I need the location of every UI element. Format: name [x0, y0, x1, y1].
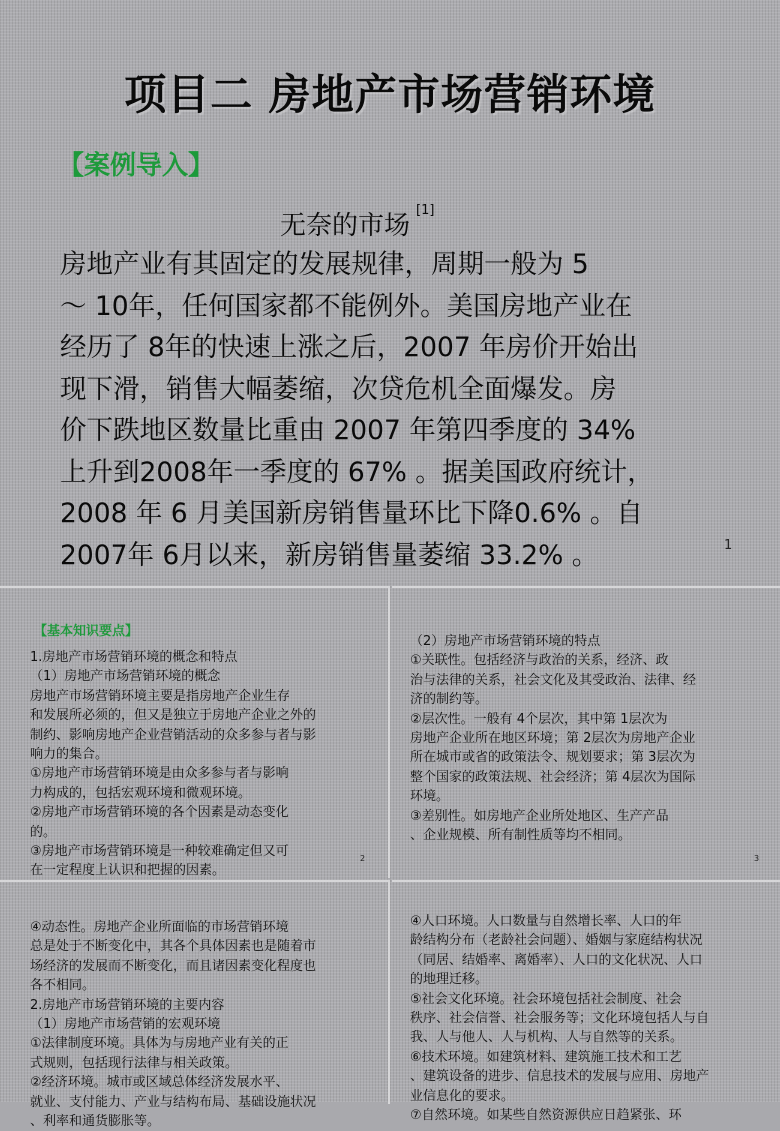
- case-subtitle-text: 无奈的市场: [280, 211, 411, 241]
- slide-body-text: 1.房地产市场营销环境的概念和特点 （1）房地产市场营销环境的概念 房地产市场营销环境主要是指房地产企业生存 和发展所必须的，但又是独立于房地产企业之外的 制约、影响房地产企业营销活动的众多参与者与影 响力的集合。 ①房地产市场营销环境是由众多参与者与影响 力构成的，包括宏观环境和微观环境。 ②房地产市场营销环境的各个因素是动态变化 的。 ③房地产市场营销环境是一种较难确定但又可 在一定程度上认识和把握的因素。: [30, 650, 317, 879]
- slide-body-text: ④动态性。房地产企业所面临的市场营销环境 总是处于不断变化中，其各个具体因素也是随着市 场经济的发展而不断变化，而且诸因素变化程度也 各不相同。 2.房地产市场营销环境的主要内容 （1）房地产市场营销的宏观环境 ①法律制度环境。具体为与房地产业有关的正 式规则，包括现行法律与相关政策。 ②经济环境。城市或区域总体经济发展水平、 就业、支付能力、产业与结构布局、基础设施状况 、利率和通货膨胀等。: [30, 920, 317, 1130]
- page-number: 2: [360, 854, 366, 863]
- slide-3: [392, 586, 780, 878]
- slide-4: [0, 880, 390, 1130]
- footnote-ref: [1]: [416, 203, 435, 218]
- slide-2: [0, 586, 390, 878]
- case-intro-tag: 【案例导入】: [58, 151, 215, 181]
- slide-title: 项目二 房地产市场营销环境: [124, 70, 656, 119]
- slide-5: [392, 880, 780, 1124]
- case-subtitle: [280, 205, 434, 242]
- case-body-text: 房地产业有其固定的发展规律，周期一般为 5 ～ 10年，任何国家都不能例外。美国房地产业在 经历了 8年的快速上涨之后，2007 年房价开始出 现下滑，销售大幅萎缩，次贷危机全面爆发。房 价下跌地区数量比重由 2007 年第四季度的 34% 上升到2008年一季度的 67% 。据美国政府统计， 2008 年 6 月美国新房销售量环比下降0.6% 。自 2007年 6月以来，新房销售量萎缩 33.2% 。: [60, 249, 654, 571]
- slide-body-text: （2）房地产市场营销环境的特点 ①关联性。包括经济与政治的关系，经济、政 治与法律的关系，社会文化及其受政治、法律、经 济的制约等。 ②层次性。一般有 4个层次，其中第 1层次为 房地产企业所在地区环境；第 2层次为房地产企业 所在城市或省的政策法令、规划要求；第 3层次为 整个国家的政策法规、社会经济；第 4层次为国际 环境。 ③差别性。如房地产企业所处地区、生产产品 、企业规模、所有制性质等均不相同。: [410, 634, 697, 844]
- page-number: 1: [724, 538, 733, 553]
- slide-body-text: ④人口环境。人口数量与自然增长率、人口的年 龄结构分布（老龄社会问题）、婚姻与家庭结构状况 （同居、结婚率、离婚率）、人口的文化状况、人口 的地理迁移。 ⑤社会文化环境。社会环境包括社会制度、社会 秩序、社会信誉、社会服务等；文化环境包括人与自 我、人与他人、人与机构、人与自然等的关系。 ⑥技术环境。如建筑材料、建筑施工技术和工艺 、建筑设备的进步、信息技术的发展与应用、房地产 业信息化的要求。 ⑦自然环境。如某些自然资源供应日趋紧张、环: [410, 914, 710, 1124]
- page-number: 3: [754, 854, 760, 863]
- knowledge-tag: 【基本知识要点】: [34, 624, 139, 639]
